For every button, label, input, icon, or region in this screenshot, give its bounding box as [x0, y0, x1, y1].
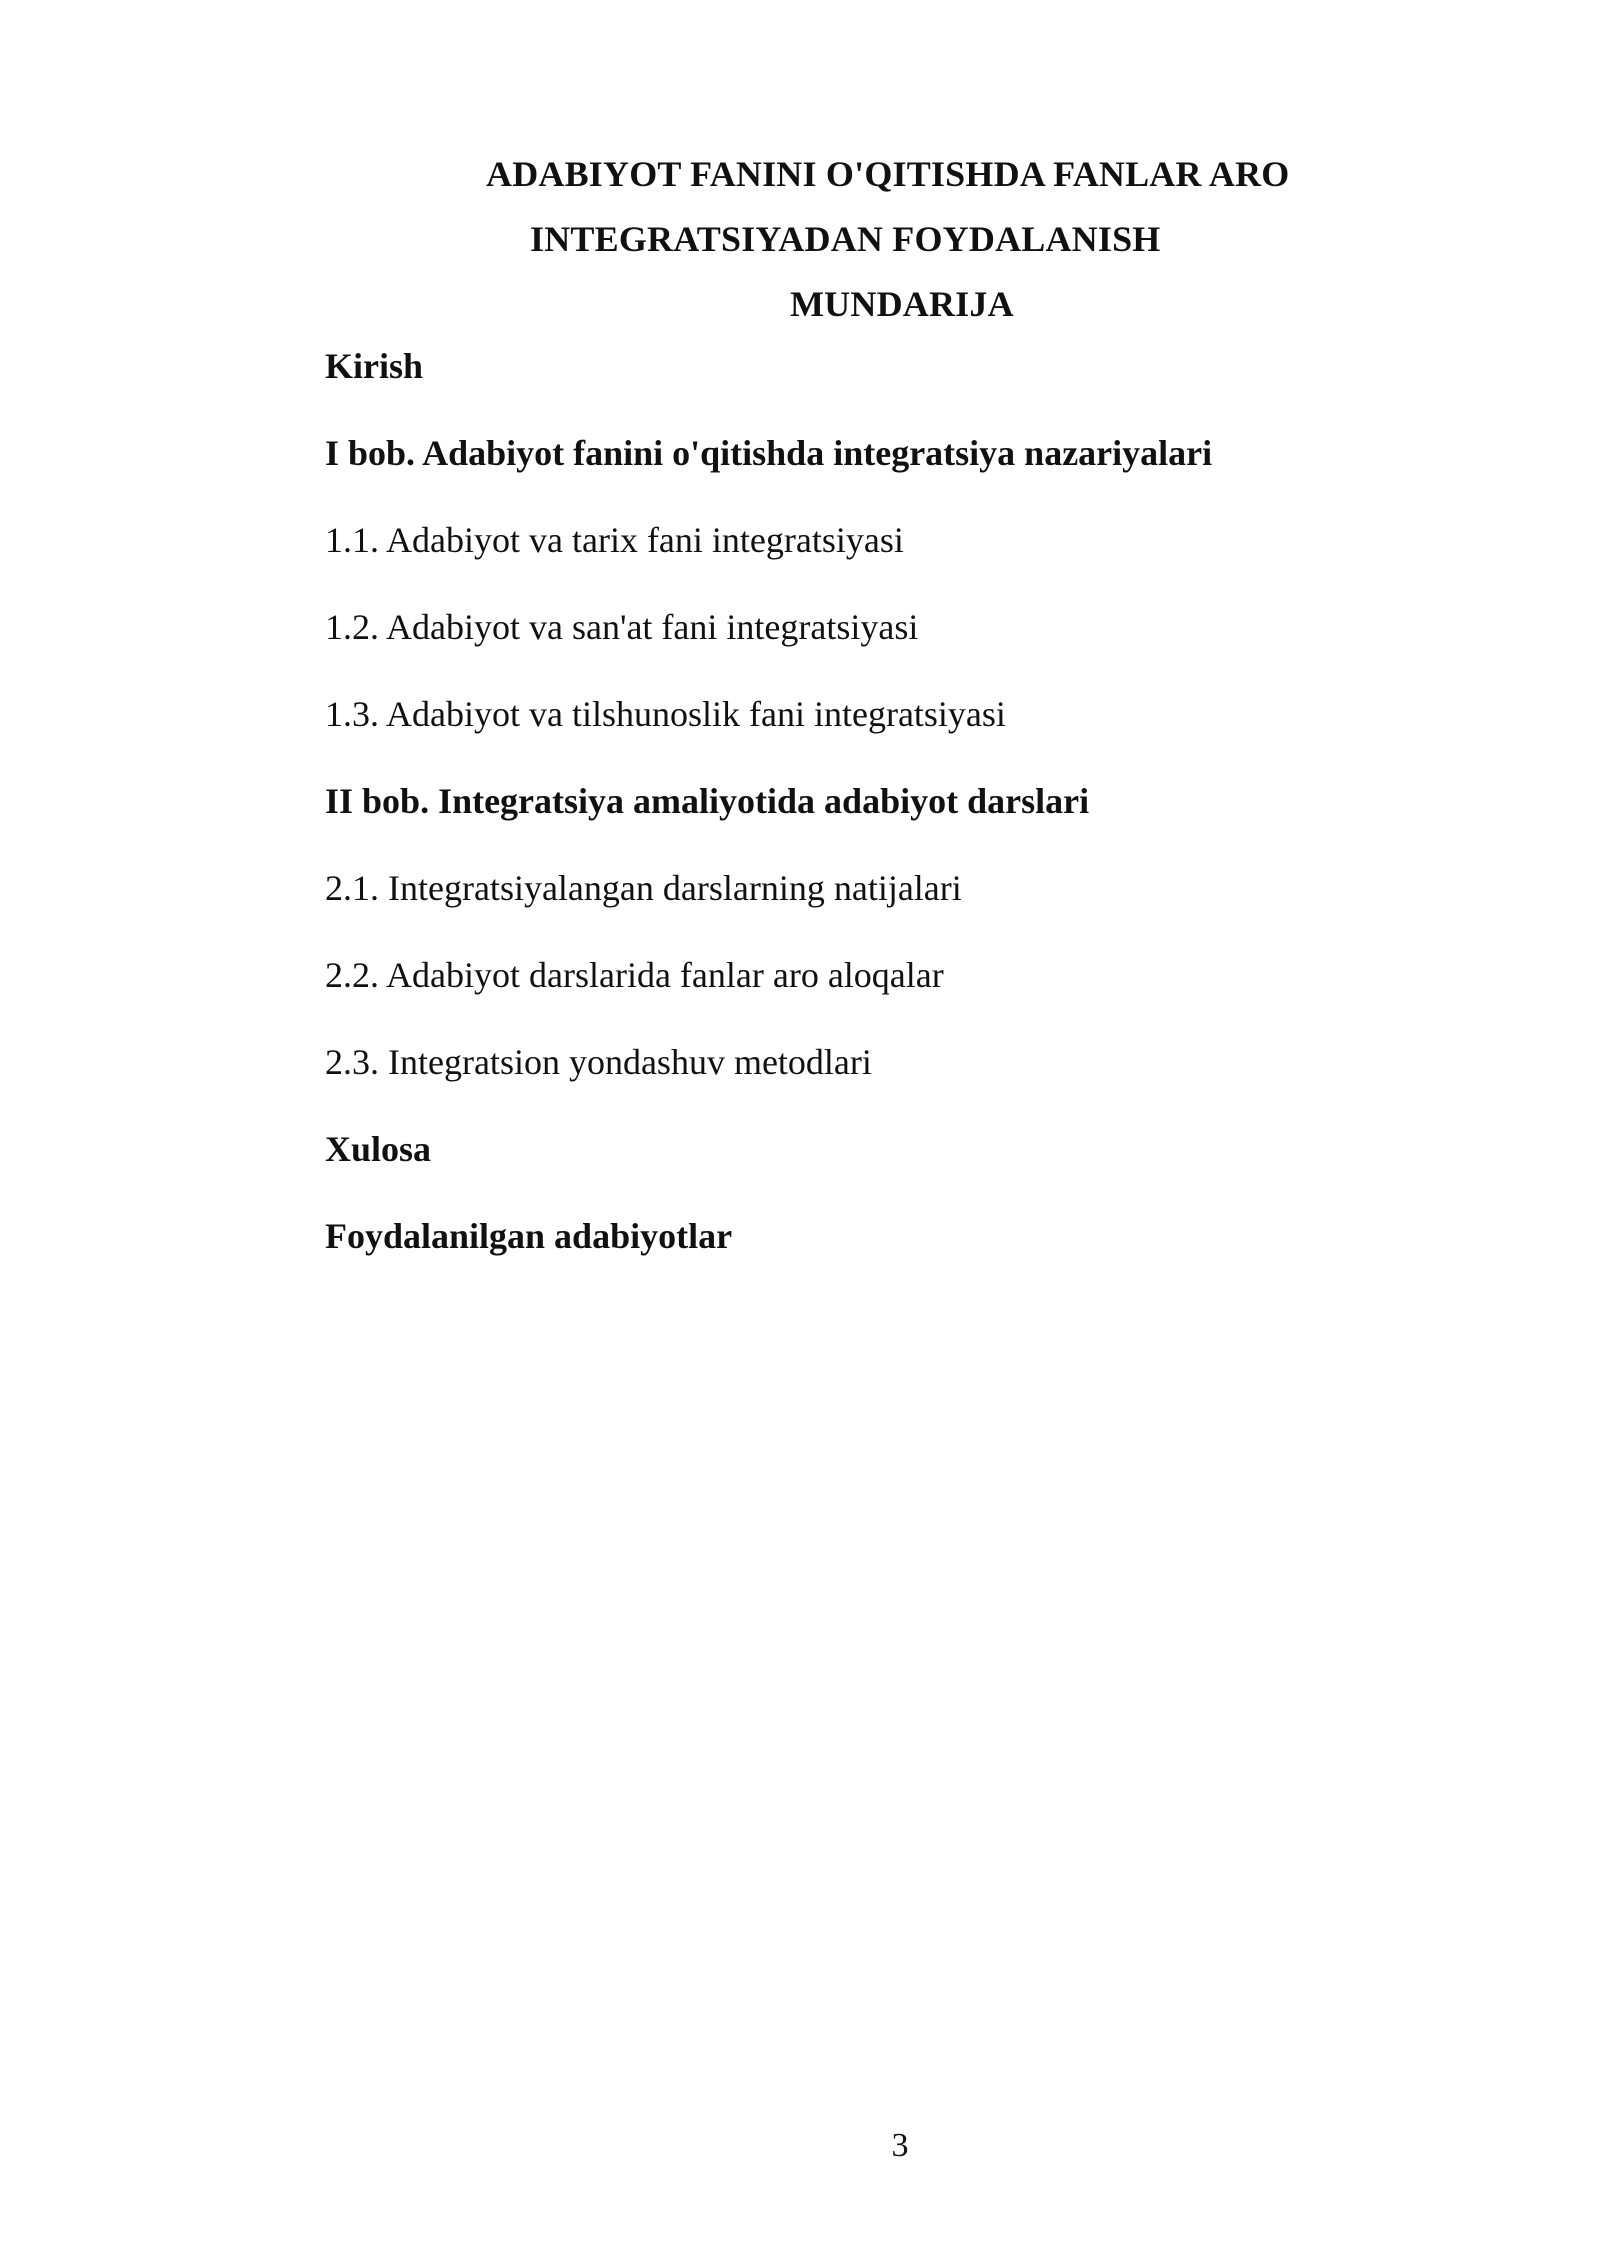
toc-entry-chapter-1[interactable]: I bob. Adabiyot fanini o'qitishda integratsiya nazariyalari — [325, 433, 1213, 473]
table-of-contents — [325, 344, 1325, 1301]
toc-entry-section-1-2[interactable]: 1.2. Adabiyot va san'at fani integratsiyasi — [325, 607, 919, 647]
toc-entry-section-1-3[interactable]: 1.3. Adabiyot va tilshunoslik fani integratsiyasi — [325, 694, 1006, 734]
toc-entry-references[interactable]: Foydalanilgan adabiyotlar — [325, 1216, 733, 1256]
toc-entry-section-2-1[interactable]: 2.1. Integratsiyalangan darslarning natijalari — [325, 868, 962, 908]
toc-entry-section-2-3[interactable]: 2.3. Integratsion yondashuv metodlari — [325, 1042, 872, 1082]
toc-entry-section-2-2[interactable]: 2.2. Adabiyot darslarida fanlar aro aloqalar — [325, 955, 944, 995]
contents-heading: MUNDARIJA — [790, 284, 1014, 324]
document-title-line-2: INTEGRATSIYADAN FOYDALANISH — [530, 219, 1161, 259]
toc-entry-chapter-2[interactable]: II bob. Integratsiya amaliyotida adabiyot darslari — [325, 781, 1090, 821]
toc-entry-section-1-1[interactable]: 1.1. Adabiyot va tarix fani integratsiyasi — [325, 520, 904, 560]
toc-entry-xulosa[interactable]: Xulosa — [325, 1129, 432, 1169]
page-number: 3 — [891, 2127, 909, 2164]
document-title-line-1: ADABIYOT FANINI O'QITISHDA FANLAR ARO — [486, 154, 1290, 194]
toc-entry-kirish[interactable]: Kirish — [325, 346, 424, 386]
